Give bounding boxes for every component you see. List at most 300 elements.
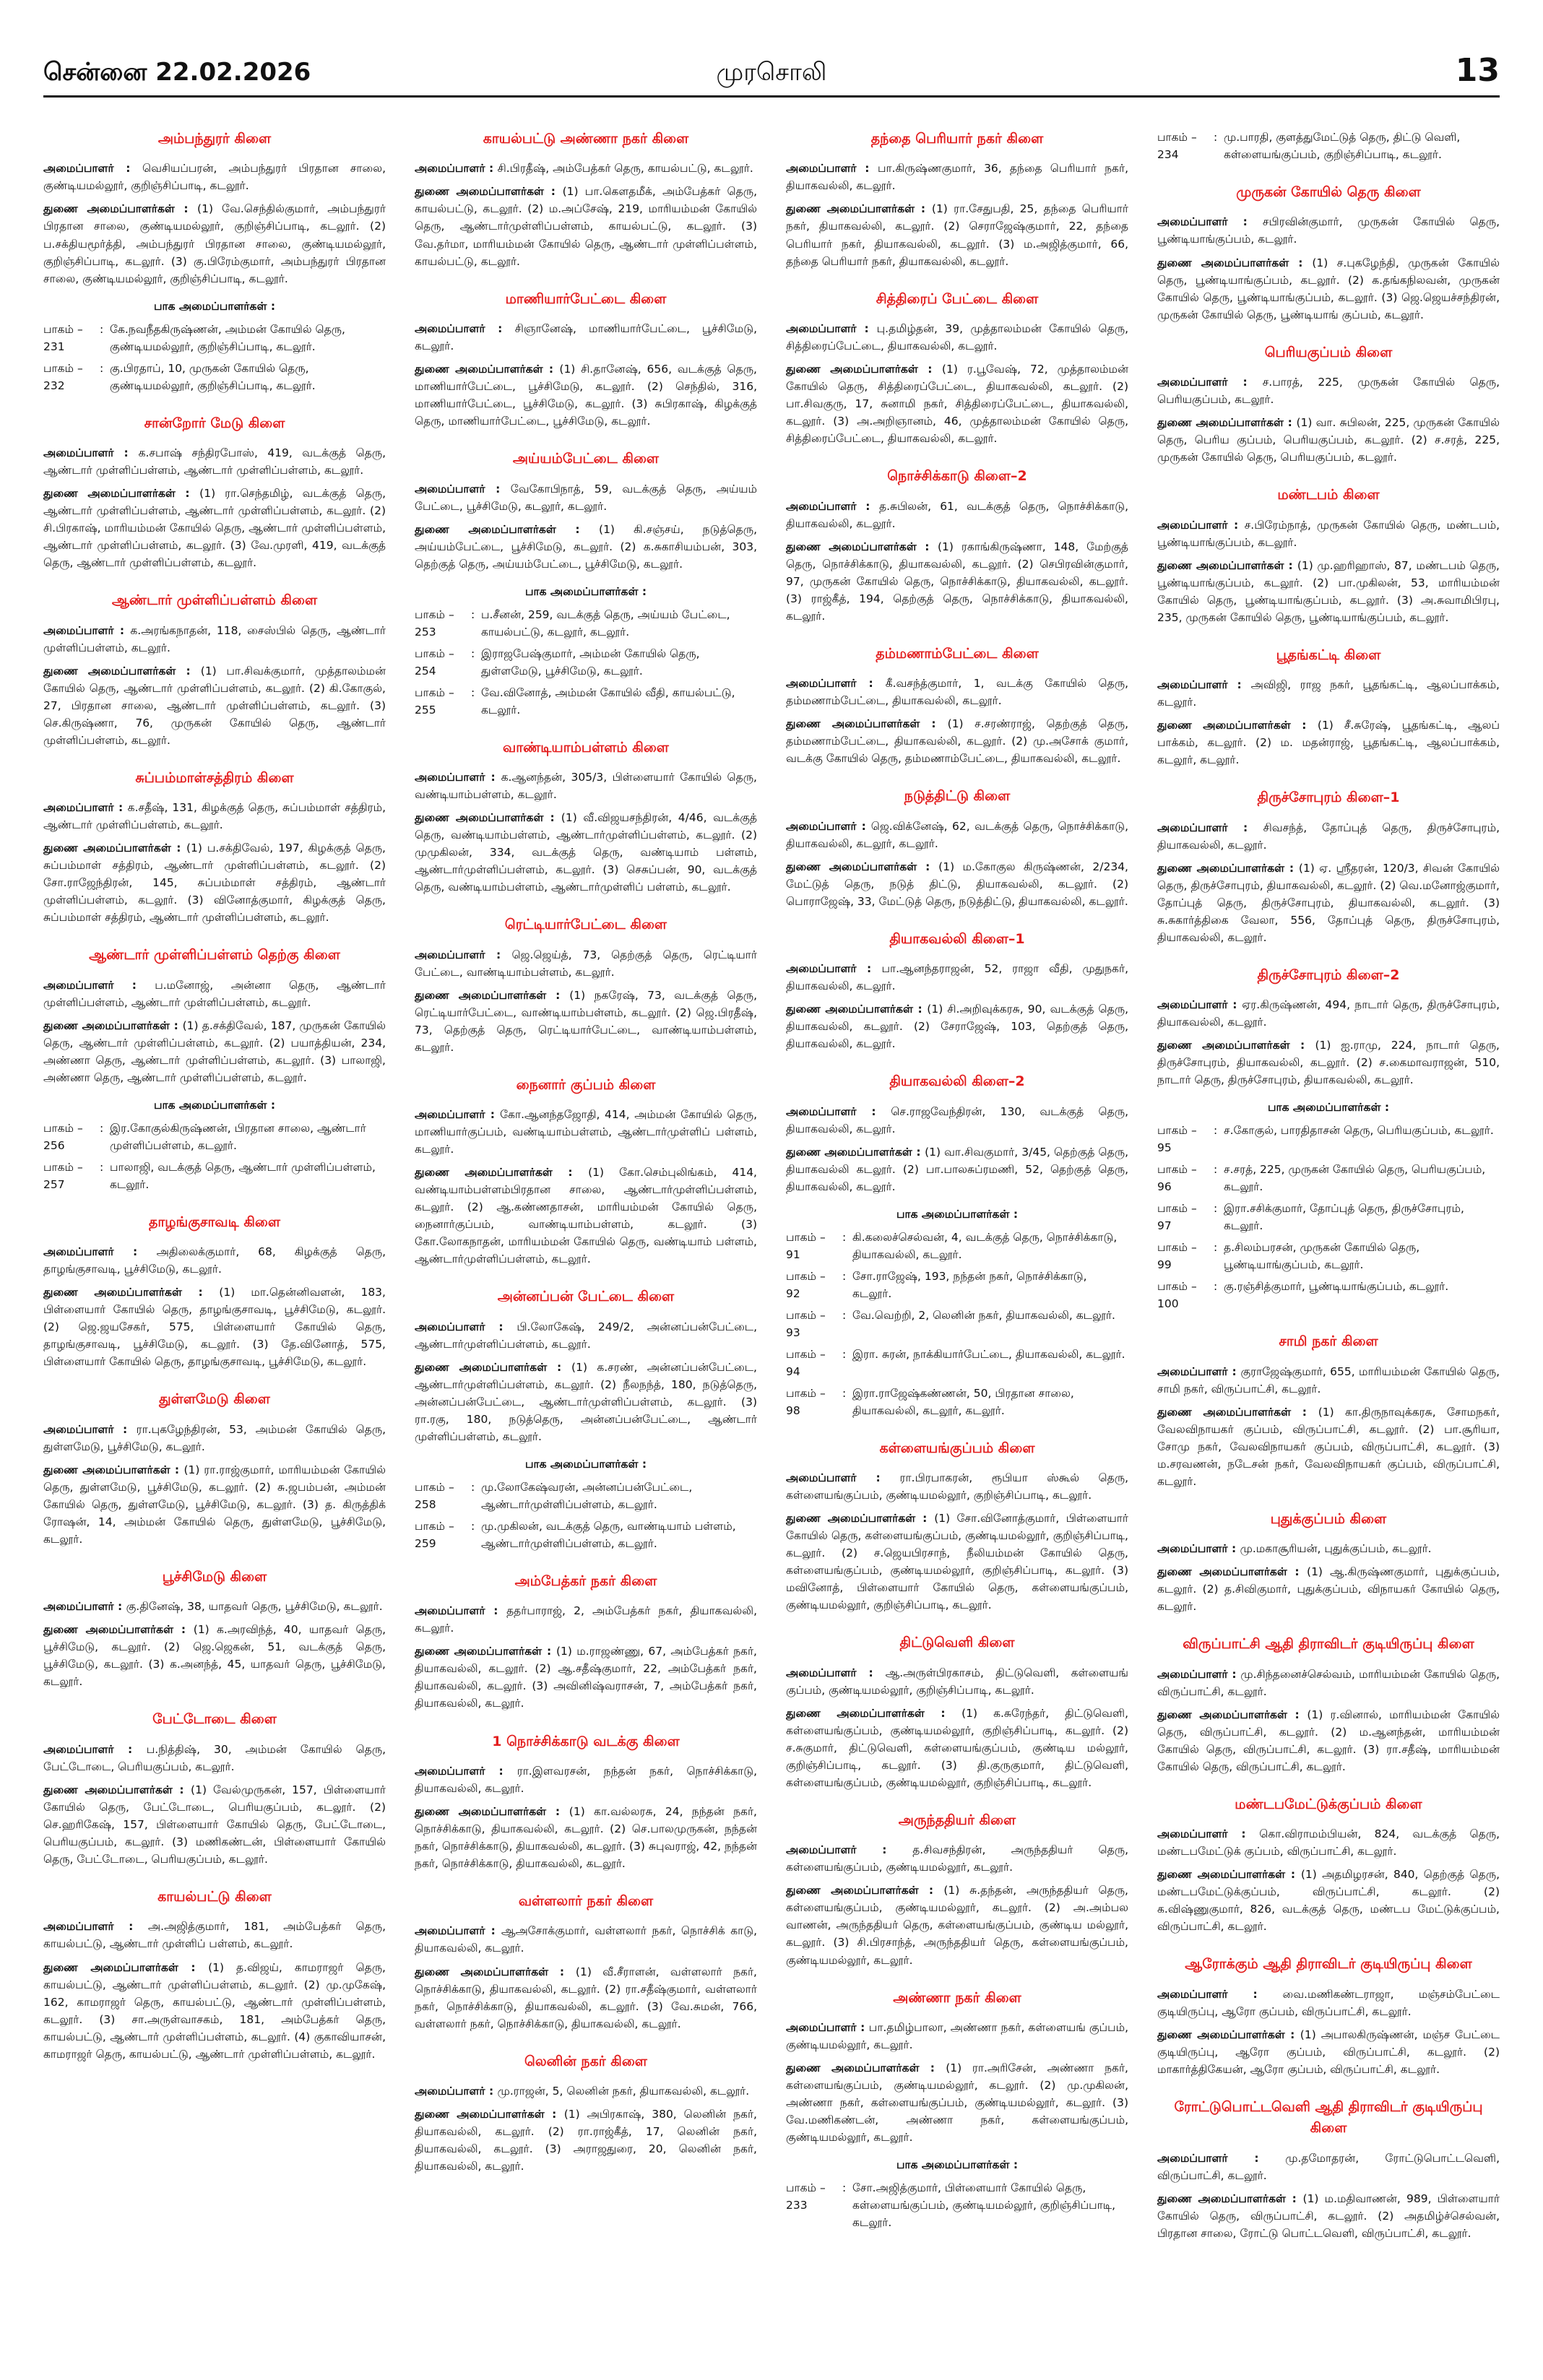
organizer-entry <box>1157 1540 1500 1557</box>
organizer-entry <box>415 160 757 177</box>
deputy-entry <box>415 183 757 269</box>
branch-block <box>786 786 1128 910</box>
deputy-entry <box>43 1781 386 1868</box>
organizer-name: பு.தமிழ்தன், 39, முத்தாலம்மன் கோயில் தெரு, சித்திரைப்பேட்டை, தியாகவல்லி, கடலூர். <box>786 321 1128 352</box>
deputy-label: துணை அமைப்பாளர்கள் : <box>43 1463 184 1476</box>
deputy-names: (1) ர.வினால், மாரியம்மன் கோயில் தெரு, விருப்பாட்சி, கடலூர். (2) ம.ஆனந்தன், மாரியம்மன் கோயில் தெரு, விருப்பாட்சி, கடலூர். (3) ரா.சதீஷ், மாரியம்மன் கோயில் தெரு, விருப்பாட்சி, கடலூர். <box>1157 1708 1500 1773</box>
deputy-label: துணை அமைப்பாளர்கள் : <box>786 1884 944 1897</box>
section-colon: : <box>1214 1241 1218 1255</box>
branch-title: ஆண்டார் முள்ளிப்பள்ளம் கிளை <box>111 592 318 609</box>
branch-block <box>1157 182 1500 324</box>
organizer-entry <box>786 320 1128 355</box>
branch-title: வாண்டியாம்பள்ளம் கிளை <box>503 739 669 756</box>
branch-title: நொச்சிக்காடு கிளை–2 <box>887 468 1027 485</box>
branch-title: காயல்பட்டு கிளை <box>157 1889 272 1905</box>
section-number: பாகம் – 234 <box>1157 131 1197 162</box>
branch-title: லெனின் நகர் கிளை <box>524 2053 647 2069</box>
organizer-name: பா.தமிழ்பாலா, அண்ணா நகர், கள்ளையங் குப்பம், குண்டியமல்லூர், கடலூர். <box>786 2020 1128 2051</box>
organizer-label: அமைப்பாளர் : <box>1157 2151 1286 2165</box>
organizer-label: அமைப்பாளர் : <box>43 446 139 460</box>
section-colon: : <box>100 322 104 336</box>
organizer-label: அமைப்பாளர் : <box>43 978 155 992</box>
section-colon: : <box>842 1230 847 1244</box>
branch-title: திருச்சோபுரம் கிளை–2 <box>1257 966 1400 983</box>
organizer-name: க.ஆனந்தன், 305/3, பிள்ளையார் கோயில் தெரு, வண்டியாம்பள்ளம், கடலூர். <box>415 771 757 802</box>
organizer-name: கீ.வசந்த்குமார், 1, வடக்கு கோயில் தெரு, தம்மணாம்பேட்டை, தியாகவல்லி, கடலூர். <box>786 677 1128 708</box>
organizer-entry <box>786 160 1128 194</box>
deputy-entry <box>415 1963 757 2033</box>
organizer-label: அமைப்பாளர் : <box>1157 215 1263 229</box>
organizer-name: சி.பிரதீஷ், அம்பேத்கர் தெரு, காயல்பட்டு, கடலூர். <box>497 162 753 176</box>
branch-title: புதுக்குப்பம் கிளை <box>1270 1510 1387 1527</box>
section-number: பாகம் – 95 <box>1157 1124 1197 1155</box>
deputy-label: துணை அமைப்பாளர்கள் : <box>786 540 938 553</box>
section-number: பாகம் – 255 <box>415 685 454 717</box>
deputy-entry <box>786 360 1128 447</box>
organizer-name: ஜெ.ஜெய்த், 73, தெற்குத் தெரு, ரெட்டியார் பேட்டை, வாண்டியாம்பள்ளம், கடலூர். <box>415 948 757 979</box>
organizer-name: பா.கிருஷ்ணகுமார், 36, தந்தை பெரியார் நகர், தியாகவல்லி, கடலூர். <box>786 162 1128 193</box>
organizer-entry <box>415 769 757 803</box>
section-row <box>1157 1278 1500 1312</box>
column-3 <box>786 129 1128 2353</box>
organizer-entry <box>786 2019 1128 2054</box>
deputy-label: துணை அமைப்பாளர்கள் : <box>43 1623 194 1637</box>
section-number: பாகம் – 257 <box>43 1160 83 1191</box>
deputy-entry <box>415 360 757 430</box>
branch-block <box>1157 485 1500 626</box>
organizer-name: சபிரவின்குமார், முருகன் கோயில் தெரு, பூண்டியாங்குப்பம், கடலூர். <box>1157 215 1500 246</box>
branch-block <box>43 1567 386 1691</box>
section-number: பாகம் – 97 <box>1157 1202 1197 1233</box>
deputy-entry <box>415 1643 757 1712</box>
deputy-entry <box>415 809 757 896</box>
organizer-label: அமைப்பாளர் : <box>43 1742 147 1756</box>
organizer-label: அமைப்பாளர் : <box>415 1604 507 1618</box>
organizer-entry <box>43 1243 386 1278</box>
branch-title: சாமி நகர் கிளை <box>1279 1333 1378 1350</box>
section-number: பாகம் – 253 <box>415 607 454 639</box>
section-number: பாகம் – 254 <box>415 646 454 678</box>
organizer-name: குராஜேஷ்குமார், 655, மாரியம்மன் கோயில் தெரு, சாமி நகர், விருப்பாட்சி, கடலூர். <box>1157 1364 1500 1395</box>
deputy-names: (1) கா.திருநாவுக்கரசு, சோமநகர், வேலவிநாயகர் குப்பம், விருப்பாட்சி, கடலூர். (2) பா.சூரியா, சோமு நகர், வேலவிநாயகர் குப்பம், விருப்பாட்சி, கடலூர். (3) ம.சரவணன், நடேசன் நகர், வேலவிநாயகர் குப்பம், விருப்பாட்சி, கடலூர். <box>1157 1405 1500 1488</box>
organizer-name: செ.ராஜவேந்திரன், 130, வடக்குத் தெரு, தியாகவல்லி, கடலூர். <box>786 1104 1128 1135</box>
deputy-label: துணை அமைப்பாளர்கள் : <box>786 1003 928 1016</box>
deputy-entry <box>786 715 1128 767</box>
organizer-label: அமைப்பாளர் : <box>43 1920 148 1934</box>
deputy-entry <box>415 2106 757 2175</box>
organizer-name: சிஞானேஷ், மாணியார்பேட்டை, பூச்சிமேடு, கடலூர். <box>415 321 757 352</box>
section-organizer: கி.கலைச்செல்வன், 4, வடக்குத் தெரு, நொச்சிக்காடு, தியாகவல்லி, கடலூர். <box>852 1230 1118 1261</box>
deputy-entry <box>43 1959 386 2063</box>
deputy-label: துணை அமைப்பாளர்கள் : <box>43 1960 209 1974</box>
organizer-entry <box>1157 819 1500 854</box>
branch-block <box>1157 1509 1500 1616</box>
deputy-names: (1) க.அரவிந்த், 40, யாதவர் தெரு, பூச்சிமேடு, கடலூர். (2) ஜெ.ஜெகன், 51, வடக்குத் தெரு, பூச்சிமேடு, கடலூர். (3) க.அனந்த், 45, யாதவர் தெரு, பூச்சிமேடு, கடலூர். <box>43 1623 386 1689</box>
organizer-label: அமைப்பாளர் : <box>786 162 878 176</box>
branch-block <box>43 945 386 1193</box>
branch-title: துள்ளமேடு கிளை <box>159 1391 270 1408</box>
branch-block <box>415 737 757 896</box>
section-organizer: இரா.ராஜேஷ்கண்ணன், 50, பிரதான சாலை, தியாகவல்லி, கடலூர், கடலூர். <box>852 1386 1074 1417</box>
branch-block <box>43 1887 386 2063</box>
deputy-entry <box>786 200 1128 269</box>
organizer-label: அமைப்பாளர் : <box>786 321 877 335</box>
branch-title: ரோட்டுபொட்டவெளி ஆதி திராவிடர் குடியிருப்பு கிளை <box>1174 2098 1483 2137</box>
column-2 <box>415 129 757 2353</box>
organizer-name: கொ.விராமம்பியன், 824, வடக்குத் தெரு, மண்டபமேட்டுக் குப்பம், விருப்பாட்சி, கடலூர். <box>1157 1827 1500 1858</box>
deputy-label: துணை அமைப்பாளர்கள் : <box>786 2061 946 2074</box>
organizer-label: அமைப்பாளர் : <box>415 1924 501 1938</box>
deputy-entry <box>786 1143 1128 1195</box>
section-row <box>786 1385 1128 1419</box>
organizer-label: அமைப்பாளர் : <box>1157 518 1245 532</box>
section-colon: : <box>100 1121 104 1135</box>
section-organizer: இர.கோகுல்கிருஷ்ணன், பிரதான சாலை, ஆண்டார் முள்ளிப்பள்ளம், கடலூர். <box>110 1121 366 1152</box>
section-number: பாகம் – 259 <box>415 1519 454 1550</box>
organizer-name: ஏர.கிருஷ்ணன், 494, நாடார் தெரு, திருச்சோபுரம், தியாகவல்லி, கடலூர். <box>1157 998 1500 1029</box>
organizer-entry <box>415 1602 757 1637</box>
organizer-label: அமைப்பாளர் : <box>786 2020 869 2034</box>
section-organizer: ச.கோகுல், பாரதிதாசன் தெரு, பெரியகுப்பம், கடலூர். <box>1224 1124 1494 1138</box>
branch-block <box>43 590 386 749</box>
organizer-entry <box>786 675 1128 709</box>
branch-block <box>786 289 1128 448</box>
branch-block <box>1157 965 1500 1313</box>
deputy-label: துணை அமைப்பாளர்கள் : <box>415 185 563 199</box>
organizer-entry <box>1157 676 1500 711</box>
organizer-name: க.சபாஷ் சந்திரபோஸ், 419, வடக்குத் தெரு, ஆண்டார் முள்ளிப்பள்ளம், ஆண்டார் முள்ளிப்பள்ளம், கடலூர். <box>43 446 386 477</box>
branch-block <box>1157 129 1500 163</box>
organizer-entry <box>415 1762 757 1797</box>
deputy-label: துணை அமைப்பாளர்கள் : <box>415 2108 564 2121</box>
branch-title: தந்தை பெரியார் நகர் கிளை <box>870 131 1044 147</box>
organizer-label: அமைப்பாளர் : <box>415 1320 517 1333</box>
organizer-entry <box>786 498 1128 532</box>
deputy-names: (1) ர.பூவேஷ், 72, முத்தாலம்மன் கோயில் தெரு, சித்திரைப்பேட்டை, தியாகவல்லி, கடலூர். (2) பா.சிவகுரு, 17, சுனாமி நகர், சித்திரைப்பேட்டை, தியாகவல்லி, கடலூர். (3) அ.அறிஞானம், 46, முத்தாலம்மன் கோயில் தெரு, சித்திரைப்பேட்டை, தியாகவல்லி, கடலூர். <box>786 363 1128 446</box>
branch-title: 1 நொச்சிக்காடு வடக்கு கிளை <box>492 1733 680 1749</box>
deputy-entry <box>1157 1706 1500 1775</box>
deputy-names: (1) கா.வல்லரசு, 24, நந்தன் நகர், நொச்சிக்காடு, தியாகவல்லி, கடலூர். (2) செ.பாலமுருகன், நந்தன் நகர், நொச்சிக்காடு, தியாகவல்லி, கடலூர். (3) சுபுவராஜ், 42, நந்தன் நகர், நொச்சிக்காடு, தியாகவல்லி, கடலூர். <box>415 1804 757 1871</box>
branch-title: முருகன் கோயில் தெரு கிளை <box>1236 184 1421 201</box>
section-organizers-heading: பாக அமைப்பாளர்கள் : <box>153 1098 276 1112</box>
deputy-entry <box>415 521 757 573</box>
deputy-names: (1) ஏ. ஸ்ரீதரன், 120/3, சிவன் கோயில் தெரு, திருச்சோபுரம், தியாகவல்லி, கடலூர். (2) வெ.மனோஜ்குமார், தோப்புத் தெரு, திருச்சோபுரம், தியாகவல்லி, கடலூர். (3) சு.சுகார்த்திகை வேலா, 556, தோப்புத் தெரு, திருச்சோபுரம், தியாகவல்லி, கடலூர். <box>1157 861 1500 944</box>
section-colon: : <box>471 1519 475 1533</box>
branch-title: தாழங்குசாவடி கிளை <box>148 1213 281 1230</box>
deputy-names: (1) அபாலகிருஷ்ணன், மஞ்ச பேட்டை குடியிருப்பு, ஆரோ குப்பம், விருப்பாட்சி, கடலூர். (2) மாகார்த்திகேயன், ஆரோ குப்பம், விருப்பாட்சி, கடலூர். <box>1157 2028 1500 2076</box>
branch-block <box>1157 1794 1500 1936</box>
deputy-names: (1) ம.மதிவாணன், 989, பிள்ளையார் கோயில் தெரு, விருப்பாட்சி, கடலூர். (2) அதமிழ்ச்செல்வன், பிரதான சாலை, ரோட்டு பொட்டவெளி, விருப்பாட்சி, கடலூர். <box>1157 2191 1500 2240</box>
article-columns <box>43 129 1500 2353</box>
deputy-label: துணை அமைப்பாளர்கள் : <box>1157 1039 1315 1052</box>
section-row <box>43 1120 386 1154</box>
organizer-label: அமைப்பாளர் : <box>1157 1542 1240 1556</box>
deputy-label: துணை அமைப்பாளர்கள் : <box>1157 416 1297 430</box>
deputy-label: துணை அமைப்பாளர்கள் : <box>1157 861 1299 875</box>
deputy-entry <box>415 1164 757 1268</box>
organizer-name: க.சதீஷ், 131, கிழக்குத் தெரு, சுப்பம்மாள் சத்திரம், ஆண்டார் முள்ளிப்பள்ளம், கடலூர். <box>43 801 386 832</box>
deputy-entry <box>415 1803 757 1872</box>
organizer-name: ரா.பிரபாகரன், ரூபியா ஸ்கூல் தெரு, கள்ளையங்குப்பம், குண்டியமல்லூர், குறிஞ்சிப்பாடி, கடலூர். <box>786 1471 1128 1502</box>
organizer-name: மு.மகாசூரியன், புதுக்குப்பம், கடலூர். <box>1240 1542 1432 1556</box>
organizer-label: அமைப்பாளர் : <box>1157 678 1251 692</box>
deputy-entry <box>1157 557 1500 626</box>
branch-block <box>1157 787 1500 946</box>
branch-title: ஆரோக்கும் ஆதி திராவிடர் குடியிருப்பு கிளை <box>1185 1956 1472 1973</box>
organizer-entry <box>1157 1986 1500 2020</box>
branch-block <box>786 929 1128 1053</box>
deputy-names: (1) வா. சுபிலன், 225, முருகன் கோயில் தெரு, பெரிய குப்பம், பெரியகுப்பம், கடலூர். (2) ச.சரத், 225, முருகன் கோயில் தெரு, பெரியகுப்பம், கடலூர். <box>1157 416 1500 464</box>
section-organizer: சோ.அஜித்குமார், பிள்ளையார் கோயில் தெரு, கள்ளையங்குப்பம், குண்டியமல்லூர், குறிஞ்சிப்பாடி, கடலூர். <box>852 2181 1116 2230</box>
deputy-names: (1) ரா.சேதுபதி, 25, தந்தை பெரியார் நகர், தியாகவல்லி, கடலூர். (2) செராஜேஷ்குமார், 22, தந்தை பெரியார் நகர், தியாகவல்லி, கடலூர். (3) ம.அஜித்குமார், 66, தந்தை பெரியார் நகர், தியாகவல்லி, கடலூர். <box>786 202 1128 268</box>
organizer-label: அமைப்பாளர் : <box>786 1843 913 1857</box>
deputy-label: துணை அமைப்பாளர்கள் : <box>786 860 939 873</box>
section-number: பாகம் – 96 <box>1157 1163 1197 1194</box>
section-organizer: ப.சீனன், 259, வடக்குத் தெரு, அய்யம் பேட்டை, காயல்பட்டு, கடலூர், கடலூர். <box>481 607 730 639</box>
organizer-label: அமைப்பாளர் : <box>786 499 879 513</box>
deputy-names: (1) சு.தந்தன், அருந்ததியர் தெரு, கள்ளையங்குப்பம், குண்டியமல்லூர், கடலூர். (2) அ.அம்பல வாணன், அருந்ததியர் தெரு, கள்ளையங்குப்பம், குண்டிய மல்லூர், கடலூர். (3) சி.பிரசாந்த், அருந்ததியர் தெரு, கள்ளையங்குப்பம், குண்டியமல்லூர், கடலூர். <box>786 1884 1128 1967</box>
section-organizer: மு.பாரதி, குளத்துமேட்டுத் தெரு, திட்டு வெளி, கள்ளையங்குப்பம், குறிஞ்சிப்பாடி, கடலூர். <box>1224 131 1461 162</box>
organizer-label: அமைப்பாளர் : <box>786 1471 900 1485</box>
deputy-names: (1) வீ.சீராளன், வள்ளலார் நகர், நொச்சிக்காடு, தியாகவல்லி, கடலூர். (2) ரா.சதீஷ்குமார், வள்ளலார் நகர், நொச்சிக்காடு, தியாகவல்லி, கடலூர். (3) வே.சுமன், 766, வள்ளலார் நகர், நொச்சிக்காடு, தியாகவல்லி, கடலூர். <box>415 1965 757 2030</box>
branch-block <box>786 1438 1128 1614</box>
newspaper-name: முரசொலி <box>716 58 827 87</box>
organizer-name: மு.ராஜன், 5, லெனின் நகர், தியாகவல்லி, கடலூர். <box>497 2085 750 2098</box>
branch-block <box>43 1389 386 1548</box>
deputy-entry <box>1157 2190 1500 2242</box>
deputy-names: (1) ரா.செந்தமிழ், வடக்குத் தெரு, ஆண்டார் முள்ளிப்பள்ளம், ஆண்டார் முள்ளிப்பள்ளம், கடலூர். (2) சி.பிரகாஷ், மாரியம்மன் கோயில் தெரு, ஆண்டார் முள்ளிப்பள்ளம், ஆண்டார் முள்ளிப்பள்ளம், கடலூர். (3) வே.முரளி, 419, வடக்குத் தெரு, ஆண்டார் முள்ளிப்பள்ளம், கடலூர். <box>43 487 386 570</box>
branch-title: கள்ளையங்குப்பம் கிளை <box>879 1440 1035 1456</box>
deputy-label: துணை அமைப்பாளர்கள் : <box>1157 256 1313 269</box>
deputy-entry <box>43 485 386 571</box>
branch-block <box>1157 342 1500 467</box>
branch-block <box>415 1891 757 2033</box>
branch-block <box>415 1286 757 1552</box>
organizer-name: வை.மணிகண்டராஜா, மஞ்சம்பேட்டை குடியிருப்பு, ஆரோ குப்பம், விருப்பாட்சி, கடலூர். <box>1157 1987 1500 2018</box>
branch-block <box>43 768 386 927</box>
deputy-entry <box>786 858 1128 910</box>
deputy-names: (1) த.சக்திவேல், 187, முருகன் கோயில் தெரு, ஆண்டார் முள்ளிப்பள்ளம், கடலூர். (2) பயாத்தியன், 234, அண்ணா தெரு, ஆண்டார் முள்ளிப்பள்ளம், கடலூர். (3) பாலாஜி, அண்ணா தெரு, ஆண்டார் முள்ளிப்பள்ளம், கடலூர். <box>43 1018 386 1084</box>
branch-block <box>415 289 757 430</box>
branch-block <box>43 413 386 572</box>
branch-title: பெரியகுப்பம் கிளை <box>1264 344 1393 360</box>
organizer-name: ததர்பாராஜ், 2, அம்பேத்கர் நகர், தியாகவல்லி, கடலூர். <box>415 1604 757 1635</box>
organizer-entry <box>43 1741 386 1775</box>
section-organizer: சோ.ராஜேஷ், 193, நந்தன் நகர், நொச்சிக்காடு, கடலூர். <box>852 1269 1087 1300</box>
organizer-name: அ.அஜித்குமார், 181, அம்பேத்கர் தெரு, காயல்பட்டு, ஆண்டார் முள்ளிப் பள்ளம், கடலூர். <box>43 1920 386 1951</box>
branch-title: அம்பேத்கர் நகர் கிளை <box>514 1572 657 1589</box>
section-row <box>1157 129 1500 163</box>
page-number: 13 <box>1455 52 1500 89</box>
deputy-label: துணை அமைப்பாளர்கள் : <box>415 1645 556 1658</box>
branch-block <box>1157 1634 1500 1775</box>
branch-block <box>415 2051 757 2176</box>
organizer-name: கோ.ஆனந்தஜோதி, 414, அம்மன் கோயில் தெரு, மாணியார்குப்பம், வண்டியாம்பள்ளம், ஆண்டார்முள்ளிப் பள்ளம், கடலூர். <box>415 1108 757 1156</box>
deputy-label: துணை அமைப்பாளர்கள் : <box>1157 719 1318 732</box>
deputy-entry <box>43 1621 386 1690</box>
branch-block <box>43 1212 386 1371</box>
organizer-entry <box>786 1103 1128 1138</box>
section-organizer: மு.முகிலன், வடக்குத் தெரு, வாண்டியாம் பள்ளம், ஆண்டார்முள்ளிப்பள்ளம், கடலூர். <box>481 1519 736 1550</box>
deputy-names: (1) ரா.ராஜ்குமார், மாரியம்மன் கோயில் தெரு, துள்ளமேடு, பூச்சிமேடு, கடலூர். (2) சு.ஜபம்பன், அம்மன் கோயில் தெரு, துள்ளமேடு, பூச்சிமேடு, கடலூர். (3) த. கிருத்திக் ரோஷன், 14, அம்மன் கோயில் தெரு, துள்ளமேடு, பூச்சிமேடு, கடலூர். <box>43 1463 386 1546</box>
branch-title: நடுத்திட்டு கிளை <box>904 788 1011 805</box>
section-row <box>415 606 757 641</box>
section-colon: : <box>842 1269 847 1283</box>
branch-title: மண்டபமேட்டுக்குப்பம் கிளை <box>1235 1796 1422 1812</box>
organizer-name: சிவசந்த், தோப்புத் தெரு, திருச்சோபுரம், தியாகவல்லி, கடலூர். <box>1157 821 1500 852</box>
branch-block <box>415 129 757 270</box>
organizer-label: அமைப்பாளர் : <box>415 1764 517 1778</box>
deputy-names: (1) க.சரண், அன்னப்பன்பேட்டை, ஆண்டார்முள்ளிப்பள்ளம், கடலூர். (2) நீலநந்த், 180, நடுத்தெரு, அன்னப்பன்பேட்டை, ஆண்டார்முள்ளிப்பள்ளம், கடலூர். (3) ரா.ரகு, 180, நடுத்தெரு, அன்னப்பன்பேட்டை, ஆண்டார் முள்ளிப்பள்ளம், கடலூர். <box>415 1360 757 1443</box>
section-number: பாகம் – 100 <box>1157 1280 1197 1311</box>
section-organizers-heading: பாக அமைப்பாளர்கள் : <box>896 2158 1019 2172</box>
branch-block <box>415 1571 757 1713</box>
branch-title: ஆண்டார் முள்ளிப்பள்ளம் தெற்கு கிளை <box>89 947 340 964</box>
deputy-entry <box>1157 1866 1500 1935</box>
branch-block <box>786 1988 1128 2232</box>
organizer-entry <box>1157 996 1500 1031</box>
deputy-label: துணை அமைப்பாளர்கள் : <box>415 522 600 536</box>
organizer-name: வெசியப்பரன், அம்பந்துரர் பிரதான சாலை, குண்டியமல்லூர், குறிஞ்சிப்பாடி, கடலூர். <box>43 162 386 193</box>
deputy-entry <box>786 2059 1128 2146</box>
section-row <box>786 2179 1128 2231</box>
branch-block <box>786 129 1128 270</box>
deputy-names: (1) ஐ.ராமு, 224, நாடார் தெரு, திருச்சோபுரம், தியாகவல்லி, கடலூர். (2) ச.கைமாவராஜன், 510, நாடார் தெரு, திருச்சோபுரம், தியாகவல்லி, கடலூர். <box>1157 1039 1500 1087</box>
organizer-entry <box>415 2082 757 2100</box>
section-colon: : <box>1214 131 1218 144</box>
organizer-entry <box>415 1106 757 1158</box>
deputy-label: துணை அமைப்பாளர்கள் : <box>1157 1868 1301 1882</box>
branch-block <box>786 644 1128 768</box>
section-organizer: த.சிலம்பரசன், முருகன் கோயில் தெரு, பூண்டியாங்குப்பம், கடலூர். <box>1224 1241 1420 1272</box>
section-colon: : <box>471 646 475 660</box>
organizer-label: அமைப்பாளர் : <box>1157 1667 1241 1681</box>
deputy-entry <box>1157 860 1500 946</box>
organizer-entry <box>415 1318 757 1353</box>
deputy-label: துணை அமைப்பாளர்கள் : <box>415 811 561 825</box>
branch-title: பேட்டோடை கிளை <box>152 1711 277 1728</box>
branch-title: வள்ளலார் நகர் கிளை <box>518 1893 654 1910</box>
branch-block <box>786 1632 1128 1791</box>
deputy-label: துணை அமைப்பாளர்கள் : <box>1157 1565 1308 1579</box>
organizer-entry <box>786 1469 1128 1504</box>
organizer-label: அமைப்பாளர் : <box>1157 1364 1241 1378</box>
deputy-label: துணை அமைப்பாளர்கள் : <box>415 1804 569 1818</box>
organizer-entry <box>415 1922 757 1957</box>
organizer-name: மு.தமோதரன், ரோட்டுபொட்டவெளி, விருப்பாட்சி, கடலூர். <box>1157 2151 1500 2182</box>
deputy-names: (1) வீ.விஜயசந்திரன், 4/46, வடக்குத் தெரு, வண்டியாம்பள்ளம், ஆண்டார்முள்ளிப்பள்ளம், கடலூர். (2) முமுகிலன், 334, வடக்குத் தெரு, வண்டியாம் பள்ளம், ஆண்டார்முள்ளிப்பள்ளம், கடலூர். (3) செசுப்பன், 90, வடக்குத் தெரு, வண்டியாம்பள்ளம், ஆண்டார்முள்ளிப் பள்ளம், கடலூர். <box>415 811 757 894</box>
deputy-entry <box>1157 2026 1500 2078</box>
organizer-entry <box>43 160 386 194</box>
organizer-label: அமைப்பாளர் : <box>415 771 501 784</box>
branch-title: தியாகவல்லி கிளை–1 <box>889 930 1025 947</box>
deputy-names: (1) ம.கோகுல கிருஷ்ணன், 2/234, மேட்டுத் தெரு, நடுத் திட்டு, தியாகவல்லி, கடலூர். (2) பொராஜேஷ், 33, மேட்டுத் தெரு, நடுத்திட்டு, தியாகவல்லி, கடலூர். <box>786 860 1128 908</box>
deputy-names: (1) த.விஜய், காமராஜர் தெரு, காயல்பட்டு, ஆண்டார் முள்ளிப்பள்ளம், கடலூர். (2) மு.முகேஷ், 162, காமராஜர் தெரு, காயல்பட்டு, ஆண்டார் முள்ளிப்பள்ளம், கடலூர். (3) சா.அருள்வாசகம், 181, அம்பேத்கர் தெரு, காயல்பட்டு, ஆண்டார் முள்ளிப்பள்ளம், கடலூர். (4) குகாவியாசன், காமராஜர் தெரு, காயல்பட்டு, ஆண்டார் முள்ளிப்பள்ளம், கடலூர். <box>43 1960 386 2061</box>
branch-title: பூதங்கட்டி கிளை <box>1276 646 1381 663</box>
section-row <box>43 360 386 394</box>
section-organizers-heading: பாக அமைப்பாளர்கள் : <box>524 584 647 598</box>
deputy-label: துணை அமைப்பாளர்கள் : <box>1157 1405 1318 1419</box>
branch-title: பூச்சிமேடு கிளை <box>162 1568 267 1585</box>
branch-title: சுப்பம்மாள்சத்திரம் கிளை <box>135 769 294 786</box>
deputy-names: (1) சி.தானேஷ், 656, வடக்குத் தெரு, மாணியார்பேட்டை, பூச்சிமேடு, கடலூர். (2) செந்தில், 316, மாணியார்பேட்டை, பூச்சிமேடு, கடலூர். (3) சுபிரகாஷ், கிழக்குத் தெரு, மாணியார்பேட்டை, பூச்சிமேடு, கடலூர். <box>415 363 757 428</box>
section-colon: : <box>1214 1280 1218 1294</box>
organizer-label: அமைப்பாளர் : <box>415 321 515 335</box>
section-organizer: இரா.சசிக்குமார், தோப்புத் தெரு, திருச்சோபுரம், கடலூர். <box>1224 1202 1464 1233</box>
branch-block <box>415 1075 757 1268</box>
branch-title: அருந்ததியர் கிளை <box>898 1812 1016 1828</box>
deputy-entry <box>786 538 1128 625</box>
organizer-name: பி.லோகேஷ், 249/2, அன்னப்பன்பேட்டை, ஆண்டார்முள்ளிப்பள்ளம், கடலூர். <box>415 1320 757 1351</box>
deputy-entry <box>43 1461 386 1548</box>
deputy-names: (1) பா.கௌதமீக், அம்பேத்கர் தெரு, காயல்பட்டு, கடலூர். (2) ம.அப்சேஷ், 219, மாரியம்மன் கோயில் தெரு, ஆண்டார்முள்ளிப்பள்ளம், காயல்பட்டு, கடலூர். (3) வே.தர்மா, மாரியம்மன் கோயில் தெரு, ஆண்டார் முள்ளிப்பள்ளம், காயல்பட்டு, கடலூர். <box>415 185 757 268</box>
deputy-label: துணை அமைப்பாளர்கள் : <box>786 363 942 376</box>
branch-title: அன்னப்பன் பேட்டை கிளை <box>497 1289 675 1305</box>
organizer-name: ரா.இளவரசன், நந்தன் நகர், நொச்சிக்காடு, தியாகவல்லி, கடலூர். <box>415 1764 757 1795</box>
section-organizers-heading: பாக அமைப்பாளர்கள் : <box>524 1457 647 1471</box>
deputy-label: துணை அமைப்பாளர்கள் : <box>43 1783 191 1796</box>
section-row <box>415 684 757 719</box>
organizer-entry <box>1157 516 1500 551</box>
branch-block <box>1157 2097 1500 2242</box>
section-row <box>1157 1239 1500 1273</box>
section-organizer: இரா. சுரன், நாக்கியார்பேட்டை, தியாகவல்லி, கடலூர். <box>852 1347 1125 1361</box>
deputy-label: துணை அமைப்பாளர்கள் : <box>415 1965 576 1978</box>
branch-block <box>786 466 1128 625</box>
organizer-name: ஜெ.விக்னேஷ், 62, வடக்குத் தெரு, நொச்சிக்காடு, தியாகவல்லி, கடலூர், கடலூர். <box>786 819 1128 850</box>
branch-block <box>415 1731 757 1873</box>
deputy-names: (1) ரா.அரிசேன், அண்ணா நகர், கள்ளையங்குப்பம், குண்டியமல்லூர், கடலூர். (2) மு.முகிலன், அண்ணா நகர், கள்ளையங்குப்பம், குண்டியமல்லூர், கடலூர். (3) வே.மணிகண்டன், அண்ணா நகர், கள்ளையங்குப்பம், குண்டியமல்லூர், கடலூர். <box>786 2061 1128 2145</box>
deputy-names: (1) வேல்முருகன், 157, பிள்ளையார் கோயில் தெரு, பேட்டோடை, பெரியகுப்பம், கடலூர். (2) செ.ஹரிகேஷ், 157, பிள்ளையார் கோயில் தெரு, பேட்டோடை, பெரியகுப்பம், கடலூர். (3) மணிகண்டன், பிள்ளையார் கோயில் தெரு, பேட்டோடை, பெரியகுப்பம், கடலூர். <box>43 1783 386 1866</box>
organizer-label: அமைப்பாளர் : <box>415 482 511 496</box>
organizer-name: ப.நித்திஷ், 30, அம்மன் கோயில் தெரு, பேட்டோடை, பெரியகுப்பம், கடலூர். <box>43 1742 386 1773</box>
organizer-label: அமைப்பாளர் : <box>415 2085 498 2098</box>
section-organizer: வே.வினோத், அம்மன் கோயில் வீதி, காயல்பட்டு, கடலூர். <box>481 685 735 717</box>
deputy-label: துணை அமைப்பாளர்கள் : <box>43 487 200 501</box>
branch-block <box>786 1071 1128 1419</box>
column-4 <box>1157 129 1500 2353</box>
branch-title: அய்யம்பேட்டை கிளை <box>512 451 660 467</box>
column-1 <box>43 129 386 2353</box>
organizer-entry <box>43 622 386 657</box>
deputy-names: (1) சீ.சுரேஷ், பூதங்கட்டி, ஆலப் பாக்கம், கடலூர். (2) ம. மதன்ராஜ், பூதங்கட்டி, ஆலப்பாக்கம், கடலூர், கடலூர். <box>1157 719 1500 767</box>
organizer-entry <box>43 1598 386 1615</box>
organizer-entry <box>43 1918 386 1952</box>
organizer-entry <box>43 799 386 834</box>
organizer-entry <box>1157 1825 1500 1860</box>
section-number: பாகம் – 93 <box>786 1308 826 1339</box>
branch-block <box>1157 1954 1500 2078</box>
section-organizer: மு.லோகேஷ்வரன், அன்னப்பன்பேட்டை, ஆண்டார்முள்ளிப்பள்ளம், கடலூர். <box>481 1480 693 1511</box>
organizer-label: அமைப்பாளர் : <box>43 1422 137 1436</box>
organizer-name: வேகோபிநாத், 59, வடக்குத் தெரு, அய்யம் பேட்டை, பூச்சிமேடு, கடலூர், கடலூர். <box>415 482 757 513</box>
deputy-entry <box>415 987 757 1056</box>
deputy-label: துணை அமைப்பாளர்கள் : <box>415 1166 589 1180</box>
branch-title: ரெட்டியார்பேட்டை கிளை <box>504 917 667 933</box>
organizer-entry <box>1157 213 1500 248</box>
section-organizer: கே.நவநீதகிருஷ்ணன், அம்மன் கோயில் தெரு, குண்டியமல்லூர், குறிஞ்சிப்பாடி, கடலூர். <box>110 322 345 353</box>
section-number: பாகம் – 94 <box>786 1347 826 1378</box>
organizer-name: ச.பிரேம்நாத், முருகன் கோயில் தெரு, மண்டபம், பூண்டியாங்குப்பம், கடலூர். <box>1157 518 1500 549</box>
section-row <box>415 1479 757 1513</box>
organizer-label: அமைப்பாளர் : <box>43 801 128 815</box>
branch-title: காயல்பட்டு அண்ணா நகர் கிளை <box>483 131 689 147</box>
organizer-entry <box>1157 2150 1500 2184</box>
organizer-name: பா.ஆனந்தராஜன், 52, ராஜா வீதி, முதுநகர், தியாகவல்லி, கடலூர். <box>786 962 1128 993</box>
organizer-name: த.சுபிலன், 61, வடக்குத் தெரு, நொச்சிக்காடு, தியாகவல்லி, கடலூர். <box>786 499 1128 530</box>
branch-block <box>43 129 386 394</box>
deputy-names: (1) சி.அறிவுக்கரசு, 90, வடக்குத் தெரு, தியாகவல்லி, கடலூர். (2) சேராஜேஷ், 103, தெற்குத் தெரு, தியாகவல்லி, கடலூர். <box>786 1003 1128 1051</box>
